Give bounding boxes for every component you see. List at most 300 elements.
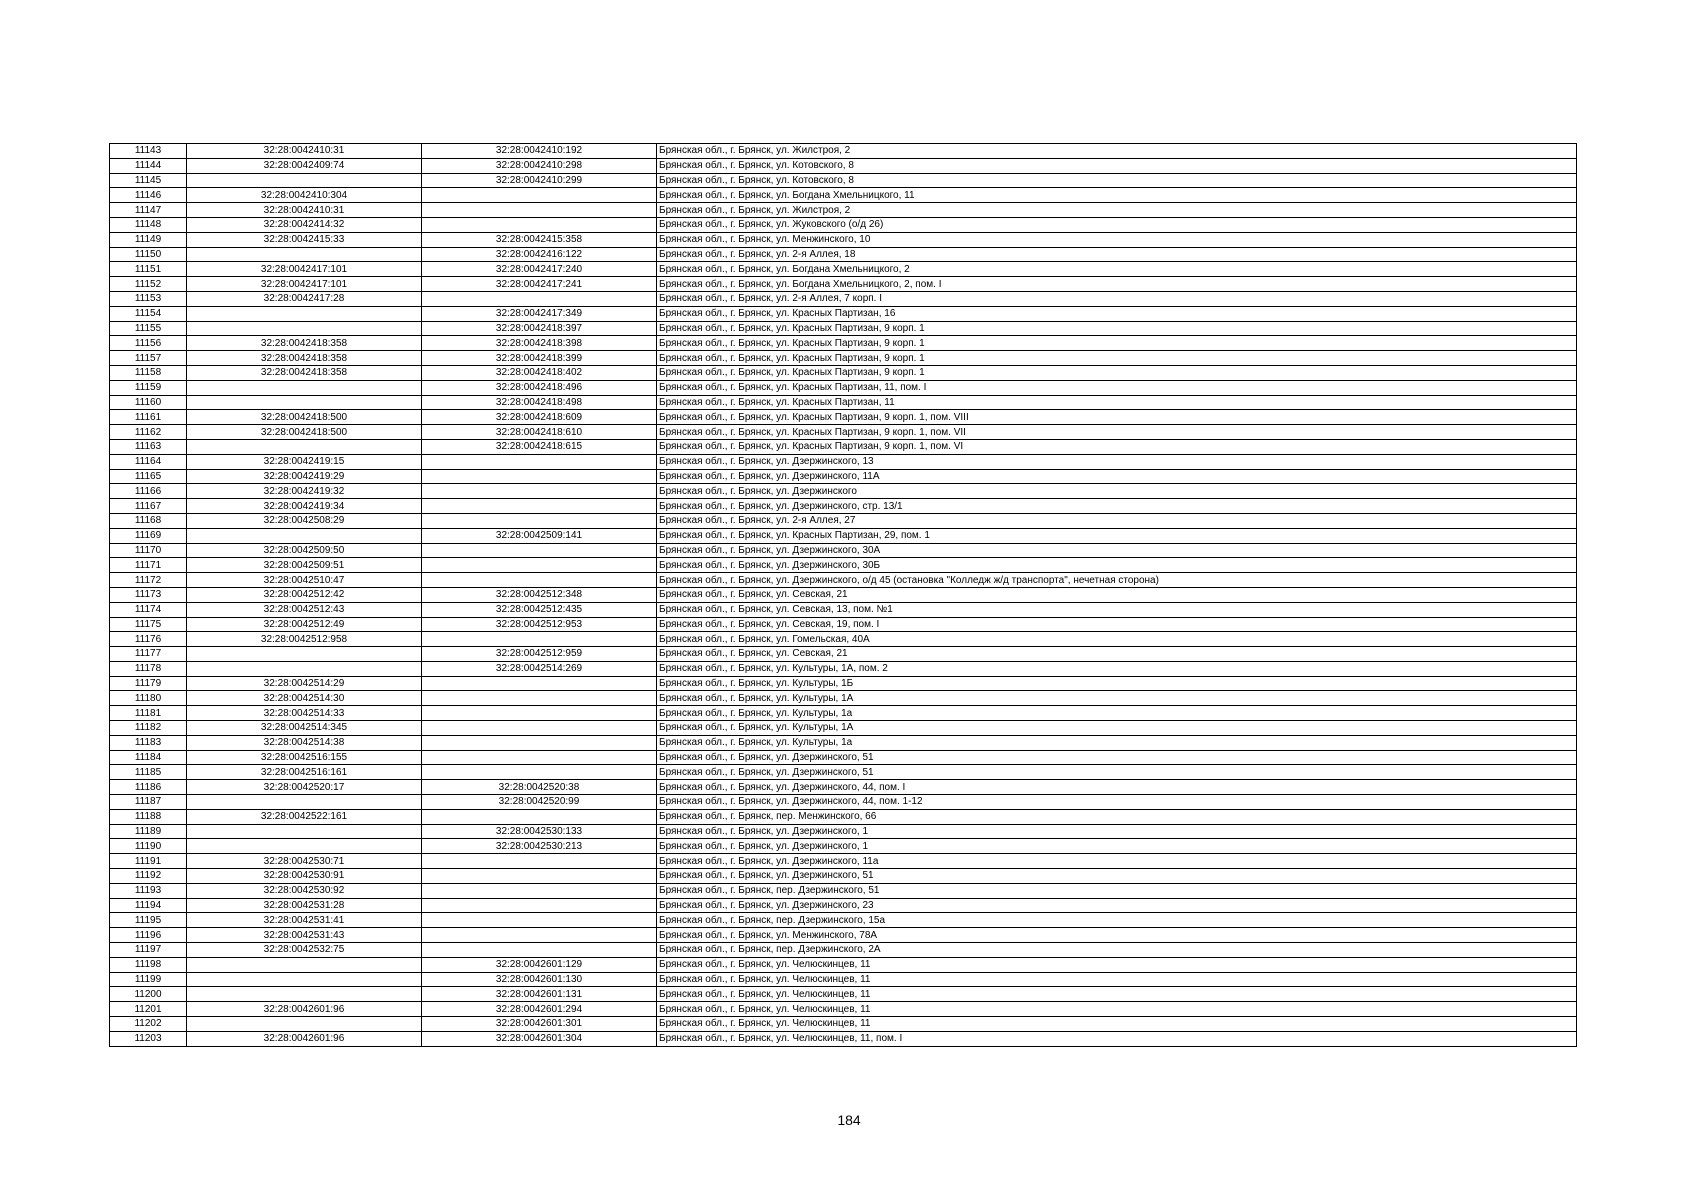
row-number-cell: 11189 (110, 824, 187, 839)
land-cadastral-number-cell: 32:28:0042510:47 (187, 573, 422, 588)
land-cadastral-number-cell: 32:28:0042530:92 (187, 883, 422, 898)
row-number-cell: 11200 (110, 987, 187, 1002)
table-row (110, 469, 1577, 484)
row-number-cell: 11149 (110, 232, 187, 247)
address-cell: Брянская обл., г. Брянск, ул. Челюскинцев, 11 (657, 972, 1577, 987)
table-row (110, 573, 1577, 588)
table-row (110, 410, 1577, 425)
building-cadastral-number-cell (422, 706, 657, 721)
building-cadastral-number-cell (422, 809, 657, 824)
land-cadastral-number-cell: 32:28:0042530:71 (187, 854, 422, 869)
row-number-cell: 11199 (110, 972, 187, 987)
table-row (110, 706, 1577, 721)
table-row (110, 780, 1577, 795)
table-row (110, 365, 1577, 380)
table-row (110, 158, 1577, 173)
row-number-cell: 11174 (110, 602, 187, 617)
building-cadastral-number-cell (422, 203, 657, 218)
row-number-cell: 11167 (110, 499, 187, 514)
address-cell: Брянская обл., г. Брянск, ул. Красных Партизан, 29, пом. 1 (657, 528, 1577, 543)
land-cadastral-number-cell: 32:28:0042410:31 (187, 203, 422, 218)
land-cadastral-number-cell (187, 972, 422, 987)
row-number-cell: 11178 (110, 661, 187, 676)
table-row (110, 558, 1577, 573)
building-cadastral-number-cell (422, 484, 657, 499)
table-row (110, 750, 1577, 765)
land-cadastral-number-cell: 32:28:0042410:304 (187, 188, 422, 203)
row-number-cell: 11146 (110, 188, 187, 203)
address-cell: Брянская обл., г. Брянск, ул. Культуры, 1Б (657, 676, 1577, 691)
address-cell: Брянская обл., г. Брянск, ул. 2-я Аллея, 27 (657, 513, 1577, 528)
row-number-cell: 11188 (110, 809, 187, 824)
land-cadastral-number-cell: 32:28:0042418:500 (187, 410, 422, 425)
address-cell: Брянская обл., г. Брянск, ул. Дзержинского, 51 (657, 765, 1577, 780)
land-cadastral-number-cell: 32:28:0042601:96 (187, 1031, 422, 1046)
land-cadastral-number-cell: 32:28:0042418:358 (187, 365, 422, 380)
land-cadastral-number-cell (187, 661, 422, 676)
table-row (110, 232, 1577, 247)
table-row (110, 617, 1577, 632)
row-number-cell: 11181 (110, 706, 187, 721)
building-cadastral-number-cell: 32:28:0042601:129 (422, 957, 657, 972)
row-number-cell: 11143 (110, 144, 187, 159)
row-number-cell: 11195 (110, 913, 187, 928)
land-cadastral-number-cell: 32:28:0042514:33 (187, 706, 422, 721)
table-row (110, 321, 1577, 336)
land-cadastral-number-cell: 32:28:0042531:28 (187, 898, 422, 913)
address-cell: Брянская обл., г. Брянск, ул. Севская, 21 (657, 647, 1577, 662)
land-cadastral-number-cell: 32:28:0042418:500 (187, 425, 422, 440)
table-row (110, 735, 1577, 750)
row-number-cell: 11182 (110, 721, 187, 736)
row-number-cell: 11155 (110, 321, 187, 336)
building-cadastral-number-cell (422, 558, 657, 573)
land-cadastral-number-cell: 32:28:0042601:96 (187, 1002, 422, 1017)
building-cadastral-number-cell: 32:28:0042410:298 (422, 158, 657, 173)
building-cadastral-number-cell (422, 691, 657, 706)
land-cadastral-number-cell: 32:28:0042531:43 (187, 928, 422, 943)
address-cell: Брянская обл., г. Брянск, ул. Красных Партизан, 16 (657, 306, 1577, 321)
land-cadastral-number-cell: 32:28:0042512:958 (187, 632, 422, 647)
land-cadastral-number-cell: 32:28:0042514:345 (187, 721, 422, 736)
table-row (110, 632, 1577, 647)
address-cell: Брянская обл., г. Брянск, ул. Богдана Хмельницкого, 2, пом. I (657, 277, 1577, 292)
row-number-cell: 11156 (110, 336, 187, 351)
building-cadastral-number-cell (422, 454, 657, 469)
building-cadastral-number-cell (422, 499, 657, 514)
building-cadastral-number-cell (422, 854, 657, 869)
building-cadastral-number-cell: 32:28:0042530:213 (422, 839, 657, 854)
address-cell: Брянская обл., г. Брянск, ул. Красных Партизан, 9 корп. 1, пом. VII (657, 425, 1577, 440)
land-cadastral-number-cell (187, 306, 422, 321)
table-row (110, 144, 1577, 159)
address-cell: Брянская обл., г. Брянск, ул. Дзержинского (657, 484, 1577, 499)
table-row (110, 987, 1577, 1002)
land-cadastral-number-cell: 32:28:0042415:33 (187, 232, 422, 247)
land-cadastral-number-cell: 32:28:0042418:358 (187, 351, 422, 366)
address-cell: Брянская обл., г. Брянск, ул. Котовского, 8 (657, 173, 1577, 188)
row-number-cell: 11152 (110, 277, 187, 292)
row-number-cell: 11184 (110, 750, 187, 765)
table-row (110, 291, 1577, 306)
address-cell: Брянская обл., г. Брянск, пер. Дзержинского, 2А (657, 943, 1577, 958)
table-row (110, 543, 1577, 558)
row-number-cell: 11196 (110, 928, 187, 943)
building-cadastral-number-cell (422, 913, 657, 928)
address-cell: Брянская обл., г. Брянск, ул. Дзержинского, 30Б (657, 558, 1577, 573)
building-cadastral-number-cell: 32:28:0042601:304 (422, 1031, 657, 1046)
row-number-cell: 11180 (110, 691, 187, 706)
land-cadastral-number-cell: 32:28:0042514:30 (187, 691, 422, 706)
land-cadastral-number-cell: 32:28:0042418:358 (187, 336, 422, 351)
row-number-cell: 11147 (110, 203, 187, 218)
land-cadastral-number-cell: 32:28:0042509:50 (187, 543, 422, 558)
address-cell: Брянская обл., г. Брянск, ул. Жилстроя, 2 (657, 203, 1577, 218)
row-number-cell: 11172 (110, 573, 187, 588)
building-cadastral-number-cell (422, 765, 657, 780)
building-cadastral-number-cell: 32:28:0042530:133 (422, 824, 657, 839)
building-cadastral-number-cell: 32:28:0042410:192 (422, 144, 657, 159)
row-number-cell: 11150 (110, 247, 187, 262)
table-row (110, 247, 1577, 262)
land-cadastral-number-cell (187, 395, 422, 410)
address-cell: Брянская обл., г. Брянск, ул. 2-я Аллея, 18 (657, 247, 1577, 262)
building-cadastral-number-cell (422, 188, 657, 203)
table-row (110, 262, 1577, 277)
address-cell: Брянская обл., г. Брянск, ул. Дзержинского, 13 (657, 454, 1577, 469)
building-cadastral-number-cell (422, 869, 657, 884)
table-row (110, 188, 1577, 203)
table-row (110, 203, 1577, 218)
row-number-cell: 11148 (110, 217, 187, 232)
row-number-cell: 11165 (110, 469, 187, 484)
table-row (110, 898, 1577, 913)
land-cadastral-number-cell (187, 795, 422, 810)
land-cadastral-number-cell: 32:28:0042531:41 (187, 913, 422, 928)
table-row (110, 943, 1577, 958)
table-row (110, 439, 1577, 454)
address-cell: Брянская обл., г. Брянск, ул. Жилстроя, 2 (657, 144, 1577, 159)
land-cadastral-number-cell (187, 987, 422, 1002)
row-number-cell: 11185 (110, 765, 187, 780)
address-cell: Брянская обл., г. Брянск, ул. Севская, 19, пом. I (657, 617, 1577, 632)
table-row (110, 602, 1577, 617)
address-cell: Брянская обл., г. Брянск, ул. Богдана Хмельницкого, 11 (657, 188, 1577, 203)
address-cell: Брянская обл., г. Брянск, ул. Красных Партизан, 9 корп. 1 (657, 336, 1577, 351)
address-cell: Брянская обл., г. Брянск, ул. Дзержинского, 11А (657, 469, 1577, 484)
row-number-cell: 11159 (110, 380, 187, 395)
address-cell: Брянская обл., г. Брянск, ул. Культуры, 1А (657, 691, 1577, 706)
table-row (110, 336, 1577, 351)
row-number-cell: 11198 (110, 957, 187, 972)
building-cadastral-number-cell: 32:28:0042418:397 (422, 321, 657, 336)
table-row (110, 824, 1577, 839)
table-row (110, 484, 1577, 499)
table-row (110, 691, 1577, 706)
row-number-cell: 11190 (110, 839, 187, 854)
row-number-cell: 11197 (110, 943, 187, 958)
table-row (110, 854, 1577, 869)
address-cell: Брянская обл., г. Брянск, ул. Дзержинского, 51 (657, 750, 1577, 765)
land-cadastral-number-cell: 32:28:0042419:29 (187, 469, 422, 484)
table-row (110, 173, 1577, 188)
address-cell: Брянская обл., г. Брянск, ул. Богдана Хмельницкого, 2 (657, 262, 1577, 277)
land-cadastral-number-cell (187, 321, 422, 336)
land-cadastral-number-cell: 32:28:0042530:91 (187, 869, 422, 884)
building-cadastral-number-cell (422, 543, 657, 558)
address-cell: Брянская обл., г. Брянск, ул. Красных Партизан, 11, пом. I (657, 380, 1577, 395)
table-row (110, 661, 1577, 676)
land-cadastral-number-cell (187, 173, 422, 188)
land-cadastral-number-cell (187, 1017, 422, 1032)
address-cell: Брянская обл., г. Брянск, ул. Культуры, 1А (657, 721, 1577, 736)
address-cell: Брянская обл., г. Брянск, ул. Дзержинского, 51 (657, 869, 1577, 884)
address-cell: Брянская обл., г. Брянск, ул. Севская, 13, пом. №1 (657, 602, 1577, 617)
row-number-cell: 11201 (110, 1002, 187, 1017)
building-cadastral-number-cell: 32:28:0042416:122 (422, 247, 657, 262)
table-row (110, 425, 1577, 440)
land-cadastral-number-cell: 32:28:0042514:38 (187, 735, 422, 750)
building-cadastral-number-cell (422, 883, 657, 898)
row-number-cell: 11153 (110, 291, 187, 306)
row-number-cell: 11163 (110, 439, 187, 454)
building-cadastral-number-cell: 32:28:0042601:130 (422, 972, 657, 987)
building-cadastral-number-cell: 32:28:0042601:301 (422, 1017, 657, 1032)
table-row (110, 883, 1577, 898)
land-cadastral-number-cell (187, 528, 422, 543)
table-row (110, 765, 1577, 780)
address-cell: Брянская обл., г. Брянск, ул. Дзержинского, 44, пом. 1-12 (657, 795, 1577, 810)
address-cell: Брянская обл., г. Брянск, ул. Челюскинцев, 11 (657, 987, 1577, 1002)
row-number-cell: 11166 (110, 484, 187, 499)
land-cadastral-number-cell: 32:28:0042512:42 (187, 587, 422, 602)
address-cell: Брянская обл., г. Брянск, ул. Красных Партизан, 11 (657, 395, 1577, 410)
land-cadastral-number-cell: 32:28:0042516:155 (187, 750, 422, 765)
address-cell: Брянская обл., г. Брянск, ул. 2-я Аллея, 7 корп. I (657, 291, 1577, 306)
building-cadastral-number-cell (422, 291, 657, 306)
address-cell: Брянская обл., г. Брянск, ул. Красных Партизан, 9 корп. 1 (657, 351, 1577, 366)
table-row (110, 454, 1577, 469)
table-row (110, 647, 1577, 662)
row-number-cell: 11170 (110, 543, 187, 558)
table-row (110, 676, 1577, 691)
building-cadastral-number-cell: 32:28:0042417:241 (422, 277, 657, 292)
table-row (110, 1017, 1577, 1032)
building-cadastral-number-cell: 32:28:0042418:615 (422, 439, 657, 454)
address-cell: Брянская обл., г. Брянск, ул. Дзержинского, 30А (657, 543, 1577, 558)
building-cadastral-number-cell: 32:28:0042418:498 (422, 395, 657, 410)
building-cadastral-number-cell (422, 943, 657, 958)
row-number-cell: 11194 (110, 898, 187, 913)
table-row (110, 395, 1577, 410)
land-cadastral-number-cell: 32:28:0042520:17 (187, 780, 422, 795)
building-cadastral-number-cell: 32:28:0042418:609 (422, 410, 657, 425)
table-row (110, 217, 1577, 232)
building-cadastral-number-cell (422, 676, 657, 691)
land-cadastral-number-cell: 32:28:0042417:101 (187, 277, 422, 292)
address-cell: Брянская обл., г. Брянск, пер. Дзержинского, 15а (657, 913, 1577, 928)
table-row (110, 277, 1577, 292)
row-number-cell: 11179 (110, 676, 187, 691)
building-cadastral-number-cell (422, 469, 657, 484)
table-row (110, 306, 1577, 321)
building-cadastral-number-cell (422, 721, 657, 736)
row-number-cell: 11151 (110, 262, 187, 277)
table-row (110, 957, 1577, 972)
land-cadastral-number-cell: 32:28:0042419:32 (187, 484, 422, 499)
table-row (110, 1002, 1577, 1017)
address-cell: Брянская обл., г. Брянск, ул. Красных Партизан, 9 корп. 1 (657, 365, 1577, 380)
address-cell: Брянская обл., г. Брянск, ул. Культуры, 1а (657, 706, 1577, 721)
land-cadastral-number-cell (187, 247, 422, 262)
table-row (110, 913, 1577, 928)
address-cell: Брянская обл., г. Брянск, ул. Котовского, 8 (657, 158, 1577, 173)
land-cadastral-number-cell (187, 380, 422, 395)
table-row (110, 513, 1577, 528)
building-cadastral-number-cell: 32:28:0042509:141 (422, 528, 657, 543)
building-cadastral-number-cell: 32:28:0042415:358 (422, 232, 657, 247)
table-row (110, 721, 1577, 736)
land-cadastral-number-cell (187, 647, 422, 662)
land-cadastral-number-cell: 32:28:0042516:161 (187, 765, 422, 780)
building-cadastral-number-cell: 32:28:0042512:435 (422, 602, 657, 617)
page-number: 184 (837, 1112, 861, 1128)
row-number-cell: 11162 (110, 425, 187, 440)
address-cell: Брянская обл., г. Брянск, ул. Дзержинского, о/д 45 (остановка "Колледж ж/д транспорта", нечетная сторона) (657, 573, 1577, 588)
building-cadastral-number-cell: 32:28:0042418:398 (422, 336, 657, 351)
row-number-cell: 11168 (110, 513, 187, 528)
row-number-cell: 11177 (110, 647, 187, 662)
row-number-cell: 11193 (110, 883, 187, 898)
address-cell: Брянская обл., г. Брянск, ул. Челюскинцев, 11 (657, 957, 1577, 972)
land-cadastral-number-cell (187, 439, 422, 454)
land-cadastral-number-cell: 32:28:0042509:51 (187, 558, 422, 573)
table-row (110, 528, 1577, 543)
address-cell: Брянская обл., г. Брянск, ул. Жуковского (о/д 26) (657, 217, 1577, 232)
land-cadastral-number-cell: 32:28:0042417:28 (187, 291, 422, 306)
building-cadastral-number-cell (422, 898, 657, 913)
table-row (110, 380, 1577, 395)
building-cadastral-number-cell: 32:28:0042417:240 (422, 262, 657, 277)
address-cell: Брянская обл., г. Брянск, ул. Челюскинцев, 11 (657, 1017, 1577, 1032)
land-cadastral-number-cell: 32:28:0042419:34 (187, 499, 422, 514)
address-cell: Брянская обл., г. Брянск, ул. Дзержинского, 1 (657, 824, 1577, 839)
building-cadastral-number-cell: 32:28:0042418:610 (422, 425, 657, 440)
row-number-cell: 11187 (110, 795, 187, 810)
row-number-cell: 11183 (110, 735, 187, 750)
land-cadastral-number-cell: 32:28:0042419:15 (187, 454, 422, 469)
building-cadastral-number-cell: 32:28:0042418:496 (422, 380, 657, 395)
address-cell: Брянская обл., г. Брянск, ул. Дзержинского, 1 (657, 839, 1577, 854)
building-cadastral-number-cell: 32:28:0042512:348 (422, 587, 657, 602)
table-row (110, 1031, 1577, 1046)
building-cadastral-number-cell: 32:28:0042417:349 (422, 306, 657, 321)
registry-table-body (110, 144, 1577, 1047)
row-number-cell: 11191 (110, 854, 187, 869)
registry-table (109, 143, 1577, 1047)
row-number-cell: 11160 (110, 395, 187, 410)
address-cell: Брянская обл., г. Брянск, ул. Челюскинцев, 11, пом. I (657, 1031, 1577, 1046)
row-number-cell: 11144 (110, 158, 187, 173)
land-cadastral-number-cell: 32:28:0042414:32 (187, 217, 422, 232)
building-cadastral-number-cell (422, 750, 657, 765)
land-cadastral-number-cell: 32:28:0042532:75 (187, 943, 422, 958)
table-row (110, 869, 1577, 884)
table-row (110, 839, 1577, 854)
row-number-cell: 11164 (110, 454, 187, 469)
land-cadastral-number-cell: 32:28:0042508:29 (187, 513, 422, 528)
building-cadastral-number-cell (422, 928, 657, 943)
land-cadastral-number-cell (187, 839, 422, 854)
table-row (110, 809, 1577, 824)
row-number-cell: 11176 (110, 632, 187, 647)
building-cadastral-number-cell: 32:28:0042520:99 (422, 795, 657, 810)
row-number-cell: 11192 (110, 869, 187, 884)
land-cadastral-number-cell: 32:28:0042410:31 (187, 144, 422, 159)
address-cell: Брянская обл., г. Брянск, ул. Дзержинского, 44, пом. I (657, 780, 1577, 795)
row-number-cell: 11158 (110, 365, 187, 380)
land-cadastral-number-cell (187, 957, 422, 972)
table-row (110, 972, 1577, 987)
address-cell: Брянская обл., г. Брянск, ул. Красных Партизан, 9 корп. 1 (657, 321, 1577, 336)
address-cell: Брянская обл., г. Брянск, ул. Культуры, 1А, пом. 2 (657, 661, 1577, 676)
land-cadastral-number-cell (187, 824, 422, 839)
row-number-cell: 11203 (110, 1031, 187, 1046)
address-cell: Брянская обл., г. Брянск, пер. Менжинского, 66 (657, 809, 1577, 824)
building-cadastral-number-cell (422, 632, 657, 647)
row-number-cell: 11157 (110, 351, 187, 366)
row-number-cell: 11154 (110, 306, 187, 321)
table-row (110, 587, 1577, 602)
address-cell: Брянская обл., г. Брянск, ул. Менжинского, 78А (657, 928, 1577, 943)
address-cell: Брянская обл., г. Брянск, ул. Севская, 21 (657, 587, 1577, 602)
address-cell: Брянская обл., г. Брянск, ул. Красных Партизан, 9 корп. 1, пом. VI (657, 439, 1577, 454)
row-number-cell: 11169 (110, 528, 187, 543)
address-cell: Брянская обл., г. Брянск, ул. Челюскинцев, 11 (657, 1002, 1577, 1017)
building-cadastral-number-cell: 32:28:0042512:953 (422, 617, 657, 632)
building-cadastral-number-cell: 32:28:0042418:402 (422, 365, 657, 380)
land-cadastral-number-cell: 32:28:0042514:29 (187, 676, 422, 691)
building-cadastral-number-cell: 32:28:0042601:131 (422, 987, 657, 1002)
table-row (110, 499, 1577, 514)
building-cadastral-number-cell (422, 735, 657, 750)
address-cell: Брянская обл., г. Брянск, пер. Дзержинского, 51 (657, 883, 1577, 898)
address-cell: Брянская обл., г. Брянск, ул. Дзержинского, 11а (657, 854, 1577, 869)
building-cadastral-number-cell: 32:28:0042410:299 (422, 173, 657, 188)
address-cell: Брянская обл., г. Брянск, ул. Красных Партизан, 9 корп. 1, пом. VIII (657, 410, 1577, 425)
row-number-cell: 11145 (110, 173, 187, 188)
building-cadastral-number-cell (422, 573, 657, 588)
land-cadastral-number-cell: 32:28:0042512:49 (187, 617, 422, 632)
row-number-cell: 11186 (110, 780, 187, 795)
address-cell: Брянская обл., г. Брянск, ул. Гомельская, 40А (657, 632, 1577, 647)
address-cell: Брянская обл., г. Брянск, ул. Культуры, 1а (657, 735, 1577, 750)
building-cadastral-number-cell (422, 513, 657, 528)
address-cell: Брянская обл., г. Брянск, ул. Дзержинского, 23 (657, 898, 1577, 913)
land-cadastral-number-cell: 32:28:0042417:101 (187, 262, 422, 277)
row-number-cell: 11173 (110, 587, 187, 602)
building-cadastral-number-cell: 32:28:0042514:269 (422, 661, 657, 676)
table-row (110, 928, 1577, 943)
table-row (110, 795, 1577, 810)
building-cadastral-number-cell: 32:28:0042418:399 (422, 351, 657, 366)
row-number-cell: 11202 (110, 1017, 187, 1032)
building-cadastral-number-cell: 32:28:0042512:959 (422, 647, 657, 662)
table-row (110, 351, 1577, 366)
land-cadastral-number-cell: 32:28:0042409:74 (187, 158, 422, 173)
land-cadastral-number-cell: 32:28:0042522:161 (187, 809, 422, 824)
building-cadastral-number-cell: 32:28:0042520:38 (422, 780, 657, 795)
